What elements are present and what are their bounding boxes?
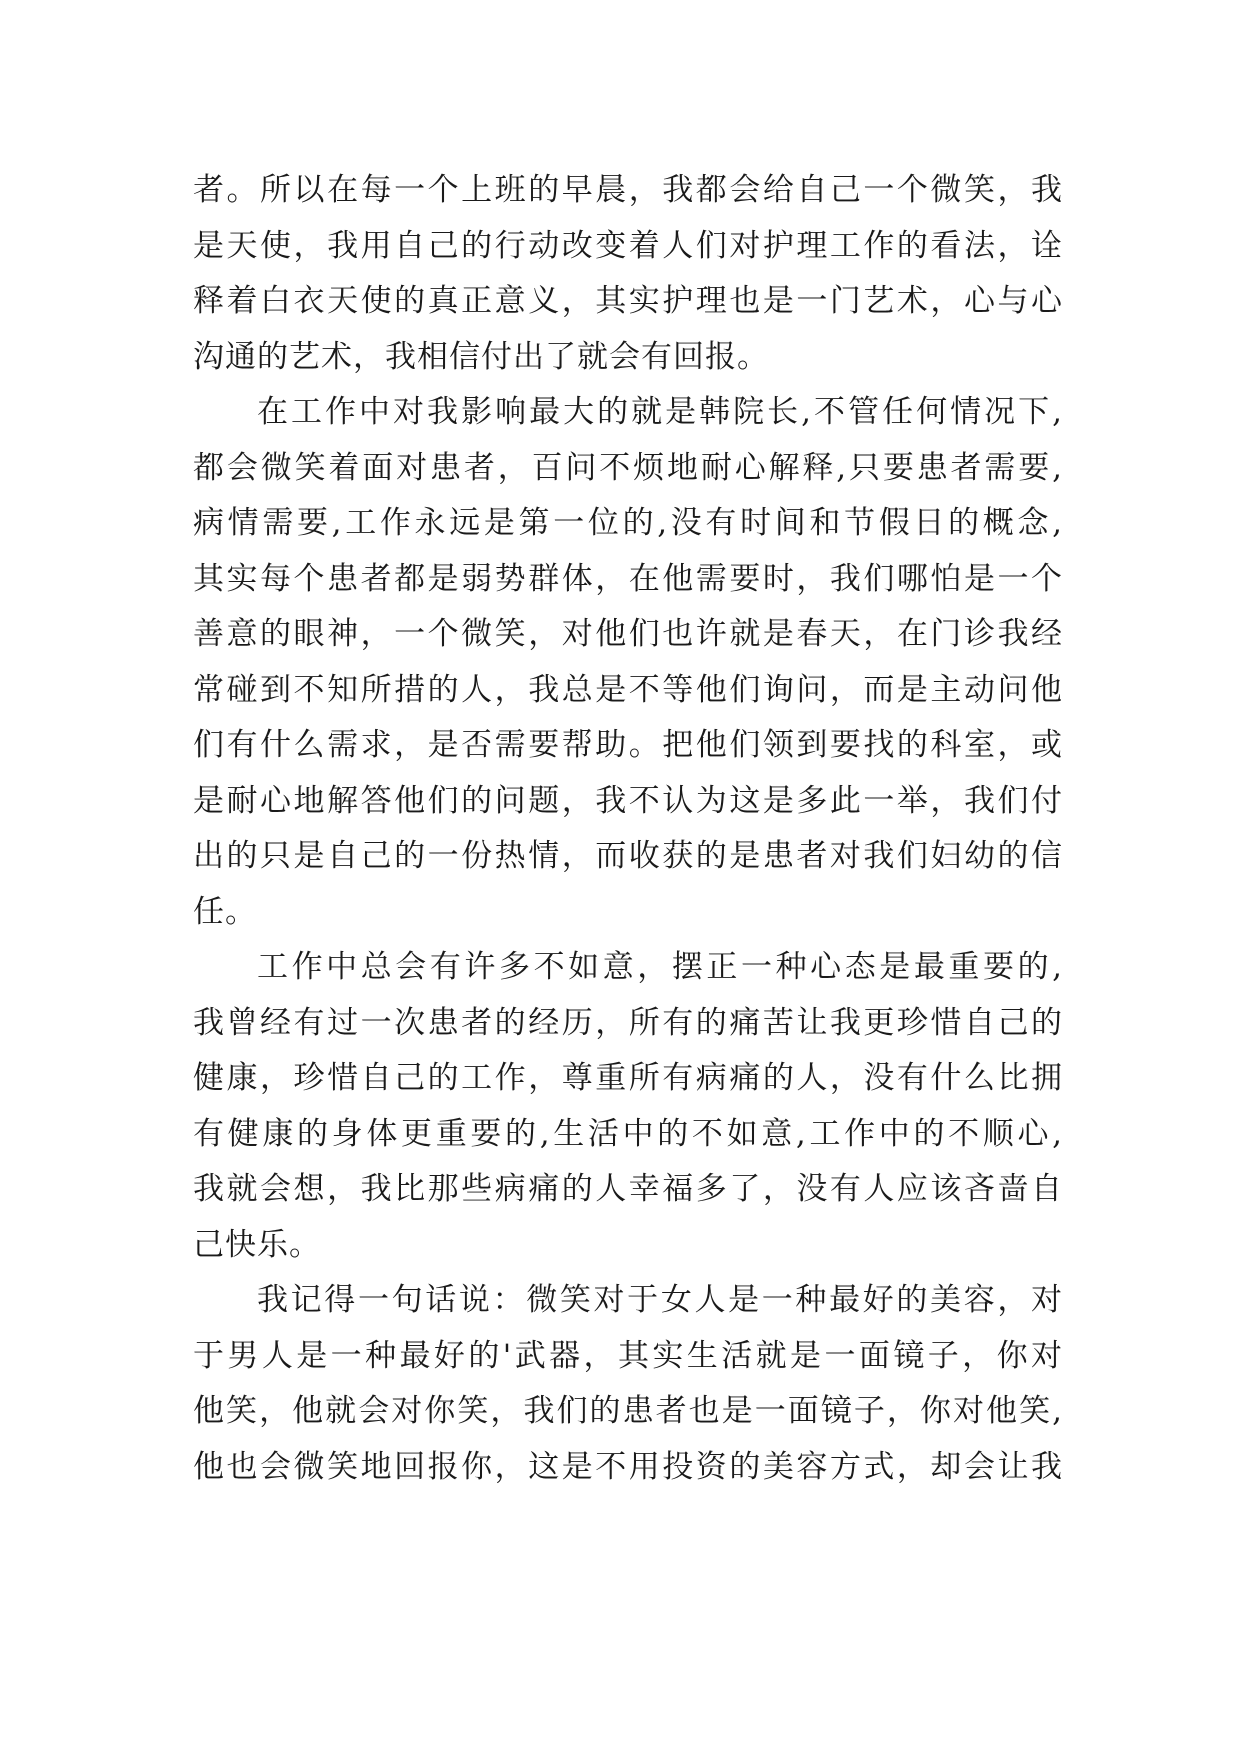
text-line: 我就会想，我比那些病痛的人幸福多了，没有人应该吝啬自 [193, 1171, 1063, 1207]
text-line: 我曾经有过一次患者的经历，所有的痛苦让我更珍惜自己的 [193, 1004, 1063, 1041]
text-line: 健康，珍惜自己的工作，尊重所有病痛的人，没有什么比拥 [193, 1060, 1063, 1096]
text-line: 者。所以在每一个上班的早晨，我都会给自己一个微笑，我 [193, 172, 1063, 208]
document-body [193, 163, 1063, 1495]
text-line: 出的只是自己的一份热情，而收获的是患者对我们妇幼的信 [193, 838, 1063, 874]
text-line: 沟通的艺术，我相信付出了就会有回报。 [193, 338, 769, 375]
text-line: 常碰到不知所措的人，我总是不等他们询问，而是主动问他 [193, 671, 1063, 708]
text-line: 们有什么需求，是否需要帮助。把他们领到要找的科室，或 [193, 727, 1063, 763]
text-line: 工作中总会有许多不如意，摆正一种心态是最重要的, [257, 949, 1063, 985]
text-line: 我记得一句话说：微笑对于女人是一种最好的美容，对 [257, 1282, 1063, 1318]
text-line: 都会微笑着面对患者，百问不烦地耐心解释,只要患者需要, [193, 449, 1063, 486]
text-line: 他笑，他就会对你笑，我们的患者也是一面镜子，你对他笑, [193, 1393, 1063, 1429]
text-line: 病情需要,工作永远是第一位的,没有时间和节假日的概念, [193, 505, 1063, 541]
text-line: 他也会微笑地回报你，这是不用投资的美容方式，却会让我 [193, 1448, 1063, 1485]
text-line: 善意的眼神，一个微笑，对他们也许就是春天，在门诊我经 [193, 616, 1063, 652]
paragraph-1 [193, 163, 1063, 385]
text-line: 释着白衣天使的真正意义，其实护理也是一门艺术，心与心 [193, 283, 1063, 319]
text-line: 其实每个患者都是弱势群体，在他需要时，我们哪怕是一个 [193, 560, 1063, 597]
paragraph-4 [193, 1273, 1063, 1495]
text-line: 于男人是一种最好的'武器，其实生活就是一面镜子，你对 [193, 1337, 1063, 1374]
text-line: 在工作中对我影响最大的就是韩院长,不管任何情况下, [257, 394, 1063, 430]
paragraph-2 [193, 385, 1063, 940]
text-line: 是天使，我用自己的行动改变着人们对护理工作的看法，诠 [193, 227, 1063, 264]
text-line: 己快乐。 [193, 1226, 321, 1263]
text-line: 任。 [193, 893, 257, 930]
text-line: 是耐心地解答他们的问题，我不认为这是多此一举，我们付 [193, 782, 1063, 819]
text-line: 有健康的身体更重要的,生活中的不如意,工作中的不顺心, [193, 1115, 1063, 1152]
paragraph-3 [193, 940, 1063, 1273]
